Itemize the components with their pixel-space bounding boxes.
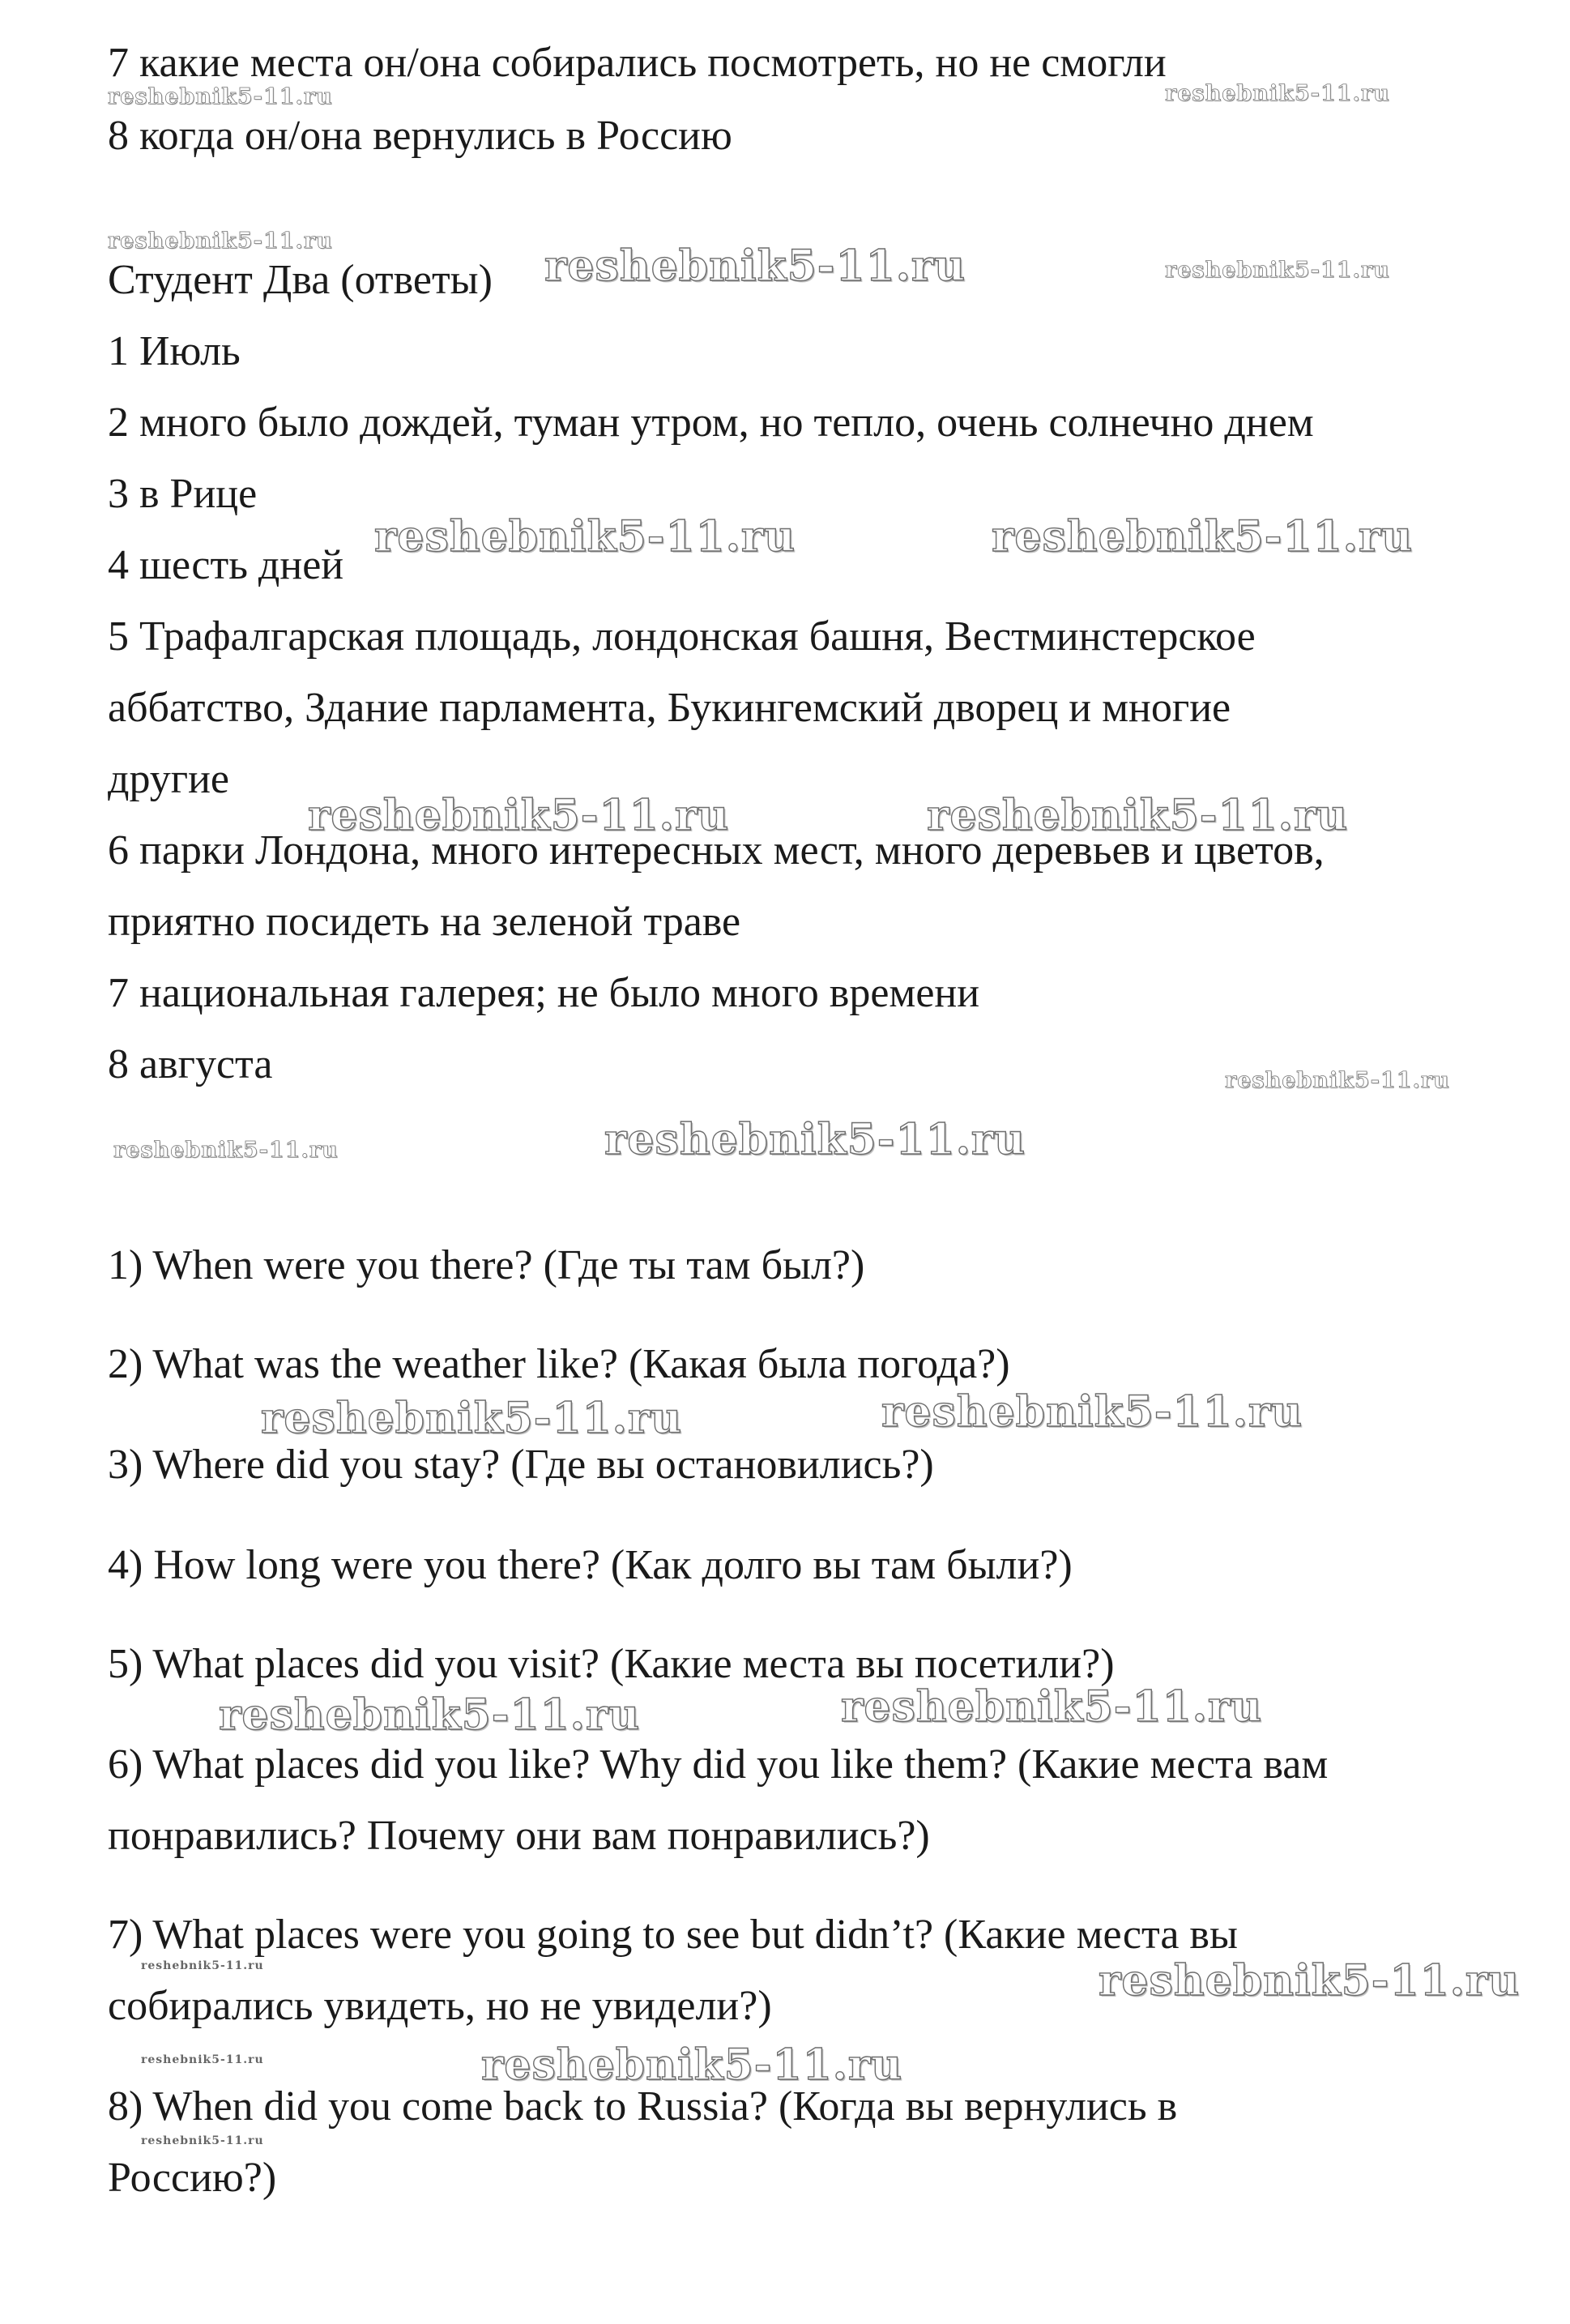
text-line: 7 какие места он/она собирались посмотреть, но не смогли [108,40,1167,86]
watermark: reshebnik5-11.ru [1165,258,1390,283]
watermark: reshebnik5-11.ru [374,512,796,562]
answer-line: 1 Июль [108,328,241,374]
answer-line: 6 парки Лондона, много интересных мест, много деревьев и цветов, [108,827,1325,874]
watermark: reshebnik5-11.ru [1225,1068,1450,1093]
question-line: Россию?) [108,2155,277,2201]
watermark: reshebnik5-11.ru [113,1138,339,1163]
watermark: reshebnik5-11.ru [841,1682,1263,1732]
watermark: reshebnik5-11.ru [1099,1956,1521,2006]
watermark: reshebnik5-11.ru [108,84,333,109]
answer-line: 4 шесть дней [108,542,344,588]
answer-line: 7 национальная галерея; не было много времени [108,970,980,1016]
question-line: понравились? Почему они вам понравились?) [108,1813,930,1859]
watermark: reshebnik5-11.ru [141,1959,264,1972]
watermark: reshebnik5-11.ru [881,1387,1303,1437]
watermark: reshebnik5-11.ru [141,2053,264,2066]
answer-line: приятно посидеть на зеленой траве [108,899,741,945]
watermark: reshebnik5-11.ru [992,512,1414,562]
section-heading: Студент Два (ответы) [108,257,493,303]
answer-line: 2 много было дождей, туман утром, но тепло, очень солнечно днем [108,399,1314,446]
question-line: 3) Where did you stay? (Где вы остановились?) [108,1442,934,1488]
text-line: 8 когда он/она вернулись в Россию [108,113,732,159]
watermark: reshebnik5-11.ru [108,229,333,254]
watermark: reshebnik5-11.ru [141,2134,264,2147]
watermark: reshebnik5-11.ru [604,1115,1026,1164]
answer-line: аббатство, Здание парламента, Букингемский дворец и многие [108,685,1231,731]
watermark: reshebnik5-11.ru [544,241,966,291]
question-line: 6) What places did you like? Why did you like them? (Какие места вам [108,1741,1329,1788]
watermark: reshebnik5-11.ru [481,2040,903,2090]
question-line: собирались увидеть, но не увидели?) [108,1983,772,2029]
question-line: 5) What places did you visit? (Какие места вы посетили?) [108,1641,1115,1687]
answer-line: 8 августа [108,1041,273,1087]
answer-line: 3 в Рице [108,471,258,517]
question-line: 8) When did you come back to Russia? (Когда вы вернулись в [108,2083,1178,2130]
watermark: reshebnik5-11.ru [261,1394,683,1443]
watermark: reshebnik5-11.ru [1165,81,1390,106]
answer-line: другие [108,756,230,802]
watermark: reshebnik5-11.ru [308,791,730,840]
watermark: reshebnik5-11.ru [219,1690,641,1740]
watermark: reshebnik5-11.ru [927,791,1349,840]
question-line: 1) When were you there? (Где ты там был?) [108,1242,865,1288]
answer-line: 5 Трафалгарская площадь, лондонская башня, Вестминстерское [108,613,1256,660]
question-line: 4) How long were you there? (Как долго вы там были?) [108,1542,1073,1588]
question-line: 2) What was the weather like? (Какая была погода?) [108,1341,1010,1387]
question-line: 7) What places were you going to see but didn’t? (Какие места вы [108,1912,1238,1958]
